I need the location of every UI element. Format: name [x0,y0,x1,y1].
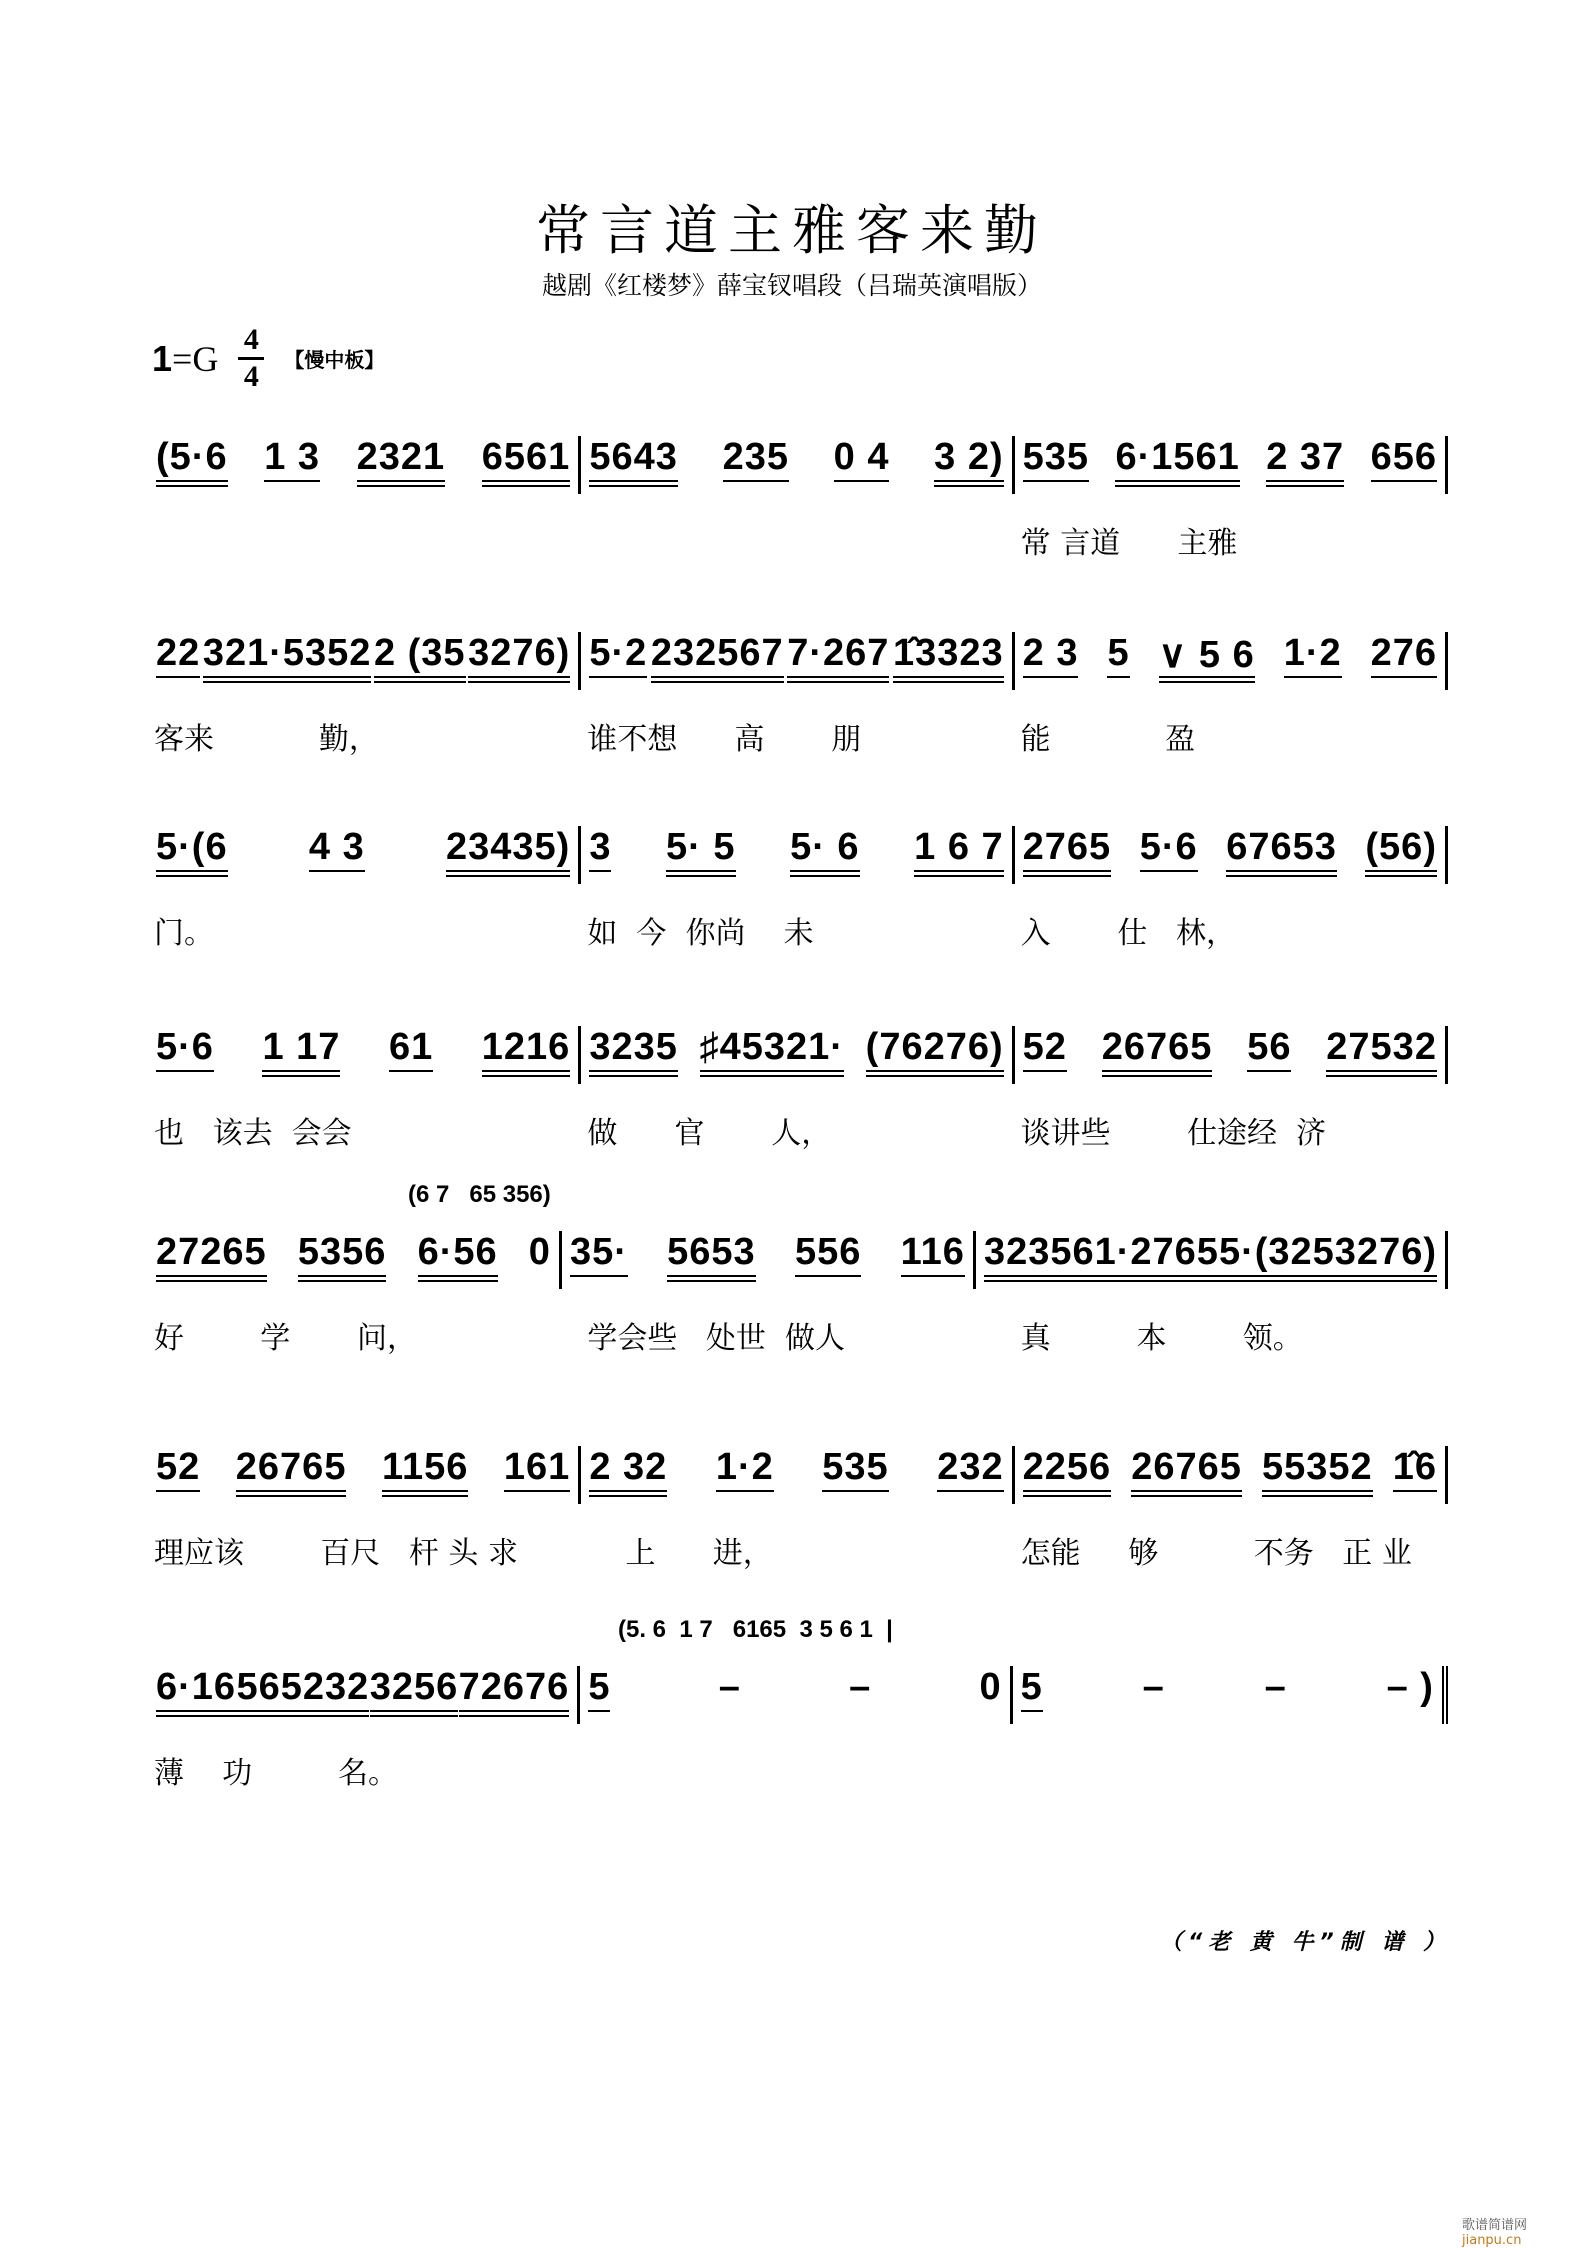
note-group: 2 32 [589,1446,668,1488]
lyric-segment: 做 官 人， [587,1116,832,1151]
note-group: 5·6 [1139,826,1198,868]
note-group: 26765 [235,1446,347,1488]
measure [1015,632,1448,690]
note-group: 72676 [458,1666,570,1708]
lyric-segment [581,518,1014,562]
lyric-segment: 入 仕 林， [1020,916,1237,951]
measure [1015,1446,1448,1504]
measure [148,1446,581,1504]
note-group: 1̂6 [1392,1446,1437,1488]
score-system [148,596,1448,776]
measure [580,1666,1012,1724]
measure [581,826,1014,884]
score-system [148,1616,1448,1810]
lyric-segment: 真 本 领。 [1020,1321,1303,1356]
note-group: 5·(6 [156,826,228,868]
note-group: 55352 [1261,1446,1373,1488]
measure [148,1231,562,1289]
note-group: 2 (35 [373,632,466,674]
score-system [148,1410,1448,1590]
note-group: 1 17 [262,1026,341,1068]
note-group: 656 [1370,436,1437,478]
note-group: 5 [1107,632,1130,674]
measure [148,1026,581,1084]
ossia-passage: (5. 6 1 7 6165 3 5 6 1 | [618,1616,893,1643]
note-group: 67653 [1226,826,1337,868]
note-group: 5·2 [589,632,648,674]
note-group: 232 [937,1446,1004,1488]
note-group: – [849,1666,872,1708]
note-group: 5· 6 [790,826,860,868]
note-group: 35· [569,1231,628,1273]
measure [1013,1666,1448,1724]
lyric-segment: 好 学 问， [154,1321,418,1356]
note-group: 1 3 [264,436,321,478]
note-group: 2 3 [1022,632,1079,674]
measure [562,1231,976,1289]
note-group: 6561 [481,436,571,478]
lyric-segment: 也 该去 会会 [154,1116,352,1151]
note-group: 22 [156,632,201,674]
note-group: ♯45321· [699,1026,844,1068]
measure [581,1446,1014,1504]
note-group: (5·6 [156,436,228,478]
lyric-segment: 谈讲些 仕途经 济 [1020,1116,1327,1151]
song-subtitle: 越剧《红楼梦》薛宝钗唱段（吕瑞英演唱版） [541,271,1042,300]
lyric-segment: 理应该 百尺 杆 头 求 [154,1536,518,1571]
song-title: 常言道主雅客来勤 [536,199,1048,262]
measure [148,436,581,494]
note-group: 5· 5 [666,826,736,868]
note-group: 26765 [1131,1446,1242,1488]
lyric-segment: 学会些 处世 做人 [587,1321,846,1356]
note-group: 5643 [589,436,678,478]
note-group: 2 37 [1266,436,1345,478]
note-group: 1 6 7 [914,826,1004,868]
measure [148,1666,580,1724]
lyric-segment: 谁不想 高 朋 [587,722,862,757]
note-group: 1·2 [715,1446,774,1488]
note-group: 161 [503,1446,571,1488]
lyric-segment [581,1748,1014,1792]
note-group: 3 2) [934,436,1004,478]
note-group: 0 4 [833,436,890,478]
note-group: – ) [1386,1666,1434,1708]
note-group: 0 [979,1666,1002,1708]
note-group: 56 [1247,1026,1292,1068]
note-group: 323561· [983,1231,1131,1273]
note-group: 27532 [1326,1026,1437,1068]
note-group: 3276) [468,632,571,674]
note-group: 27265 [156,1231,267,1273]
note-group: 5653 [667,1231,756,1273]
measure [148,826,581,884]
lyric-segment: 能 盈 [1020,722,1196,757]
tempo-marking: 【慢中板】 [284,348,385,372]
note-group: 276 [1370,632,1437,674]
score-system [148,1181,1448,1375]
measure [581,632,1014,690]
note-group: 2321 [356,436,446,478]
note-group: 2765 [1022,826,1112,868]
note-group: 3276) [1334,1231,1437,1273]
note-group: – [718,1666,741,1708]
note-group: 1·2 [1283,632,1342,674]
note-group: 565232 [236,1666,370,1708]
note-group: 5356 [297,1231,387,1273]
ossia-passage: (6 7 65 356) [408,1181,551,1208]
time-signature: 4 4 [238,325,264,392]
arranger-credit: （“老 黄 牛”制 谱 ） [1160,1930,1451,1955]
measure [1015,436,1448,494]
measure [1015,826,1448,884]
lyric-segment [148,518,581,562]
note-group: 116 [900,1231,965,1273]
note-group: 5·6 [156,1026,214,1068]
note-group: ∨ 5 6 [1158,634,1255,676]
lyric-segment: 怎能 够 不务 正 业 [1020,1536,1412,1571]
score-system [148,400,1448,580]
note-group: 5 [1020,1666,1043,1708]
note-group: 235 [722,436,789,478]
key-signature: 1=G [152,337,219,379]
note-group: 5 [588,1666,611,1708]
lyric-segment: 上 进， [587,1536,773,1571]
lyric-segment: 常 言道 主雅 [1020,526,1238,561]
note-group: 0 [528,1231,551,1273]
lyric-segment: 薄 功 名。 [154,1756,398,1791]
note-group: 61 [388,1026,434,1068]
note-group: 535 [1022,436,1090,478]
note-group: 6·56 [417,1231,498,1273]
note-group: – [1142,1666,1165,1708]
note-group: 26765 [1101,1026,1213,1068]
score-system [148,790,1448,970]
lyric-segment: 如 今 你尚 未 [587,916,814,951]
note-group: 1̂3323 [892,632,1004,674]
lyric-segment: 客来 勤， [154,722,379,757]
note-group: 1156 [381,1446,469,1488]
measure [148,632,581,690]
note-group: 321·5352 [202,632,372,674]
measure [1015,1026,1448,1084]
note-group: 6·1561 [1115,436,1240,478]
note-group: – [1264,1666,1287,1708]
measure [581,1026,1014,1084]
lyric-segment [1015,1748,1448,1792]
note-group: (76276) [865,1026,1004,1068]
note-group: 52 [1022,1026,1067,1068]
note-group: 1216 [481,1026,571,1068]
note-group: 3235 [589,1026,678,1068]
note-group: 23435) [446,826,571,868]
score-header [152,325,384,392]
note-group: 3256 [369,1666,459,1708]
score-system [148,990,1448,1170]
note-group: 5·(325 [1218,1231,1335,1273]
note-group: 3 [589,826,612,868]
measure [581,436,1014,494]
note-group: 2256 [1022,1446,1112,1488]
note-group: 4 3 [308,826,365,868]
note-group: (56) [1365,826,1437,868]
note-group: 52 [156,1446,201,1488]
watermark: 歌谱简谱网 jianpu.cn [1462,2218,1528,2248]
note-group: 7·267 [787,632,890,674]
note-group: 2765 [1130,1231,1219,1273]
note-group: 232567 [650,632,784,674]
lyric-segment: 门。 [154,916,214,951]
note-group: 535 [822,1446,889,1488]
measure [976,1231,1448,1289]
note-group: 556 [794,1231,862,1273]
note-group: 6·16 [156,1666,237,1708]
